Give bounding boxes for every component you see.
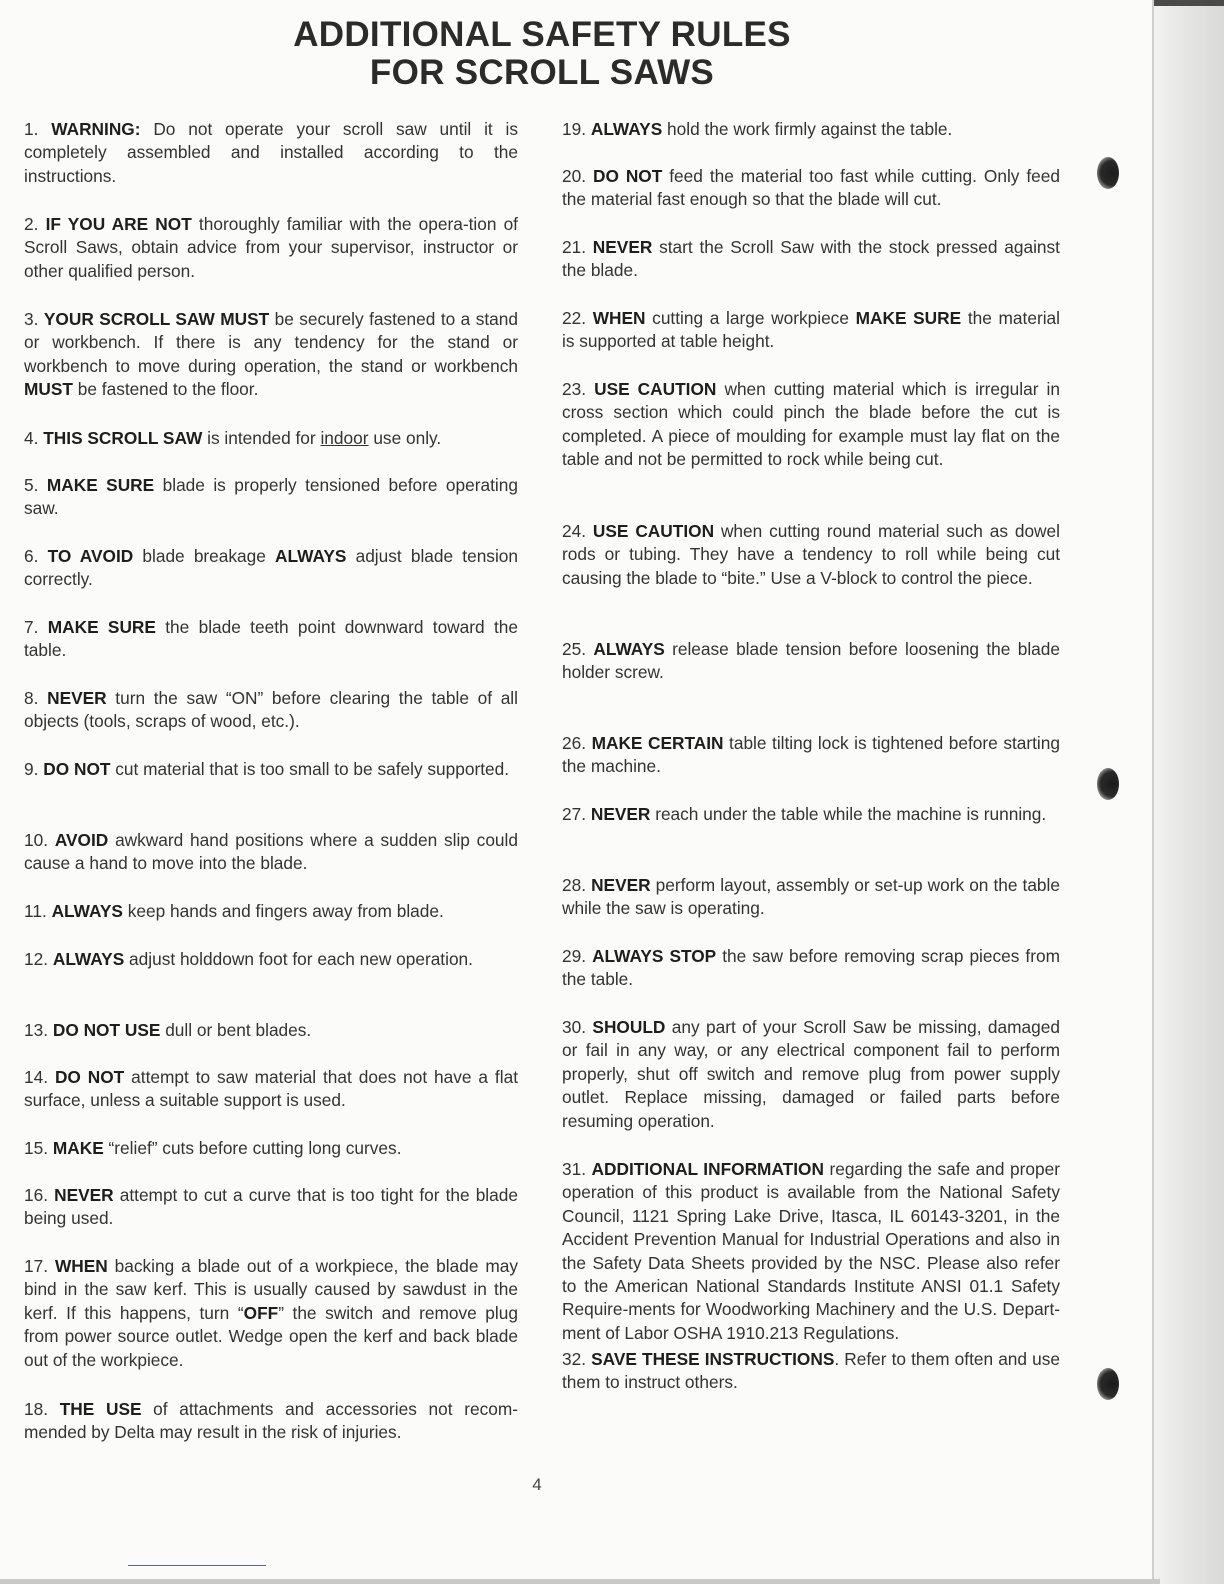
rule-text: thoroughly familiar with the opera-tion of Scroll Saws, obtain advice from your supervisor, instructor or other qualified person.	[24, 214, 518, 281]
rule-keyword: TO AVOID	[47, 546, 134, 566]
rule-text: be securely fastened to a stand or workbench. If there is any tendency for the stand or workbench to move during operation, the stand or workbench	[24, 309, 518, 376]
safety-rule	[562, 638, 1060, 685]
page-bottom-edge	[0, 1579, 1160, 1584]
rule-keyword: ALWAYS	[275, 546, 347, 566]
rule-text: of attachments and accessories not recom-mended by Delta may result in the risk of injuries.	[24, 1399, 518, 1443]
rule-number: 16.	[24, 1185, 49, 1205]
safety-rule	[562, 874, 1060, 921]
rule-text: start the Scroll Saw with the stock pressed against the blade.	[562, 237, 1060, 281]
safety-rule	[562, 236, 1060, 283]
rule-number: 11.	[24, 901, 47, 921]
rule-text: turn the saw “ON” before clearing the table of all objects (tools, scraps of wood, etc.).	[24, 688, 518, 732]
rule-keyword: SAVE THESE INSTRUCTIONS	[591, 1349, 835, 1369]
rule-text: dull or bent blades.	[160, 1020, 312, 1040]
binder-hole-bottom	[1097, 1368, 1119, 1400]
rule-number: 23.	[562, 379, 587, 399]
rule-keyword: ALWAYS STOP	[592, 946, 717, 966]
rule-emphasis: indoor	[320, 428, 369, 448]
safety-rule	[562, 165, 1060, 212]
rule-keyword: MAKE SURE	[46, 475, 155, 495]
rule-text: “relief” cuts before cutting long curves.	[103, 1138, 402, 1158]
rule-number: 3.	[24, 309, 39, 329]
rule-keyword: DO NOT	[592, 166, 663, 186]
rule-number: 4.	[24, 428, 39, 448]
safety-rule	[24, 948, 518, 971]
rule-number: 1.	[24, 119, 39, 139]
safety-rule	[24, 829, 518, 876]
rule-keyword: ALWAYS	[590, 119, 663, 139]
safety-rule	[562, 378, 1060, 472]
rule-number: 5.	[24, 475, 39, 495]
safety-rule	[24, 1184, 518, 1231]
safety-rule	[562, 1158, 1060, 1345]
rule-number: 10.	[24, 830, 49, 850]
rule-text: when cutting round material such as dowel rods or tubing. They have a tendency to roll while being cut causing the blade to “bite.” Use a V-block to control the piece.	[562, 521, 1060, 588]
rule-keyword: WHEN	[54, 1256, 108, 1276]
rule-number: 31.	[562, 1159, 587, 1179]
safety-rule	[24, 758, 518, 781]
safety-rule	[24, 1019, 518, 1042]
rule-text: adjust holddown foot for each new operation.	[124, 949, 473, 969]
rule-number: 8.	[24, 688, 39, 708]
rule-number: 32.	[562, 1349, 587, 1369]
rule-keyword: DO NOT	[54, 1067, 125, 1087]
title-line-1: ADDITIONAL SAFETY RULES	[293, 15, 791, 54]
rule-number: 30.	[562, 1017, 587, 1037]
rule-number: 9.	[24, 759, 39, 779]
rule-text: perform layout, assembly or set-up work on the table while the saw is operating.	[562, 875, 1060, 919]
rule-number: 13.	[24, 1020, 49, 1040]
safety-rule	[562, 732, 1060, 779]
rule-keyword: ALWAYS	[593, 639, 665, 659]
safety-rule	[24, 474, 518, 521]
rule-number: 14.	[24, 1067, 49, 1087]
rule-number: 25.	[562, 639, 587, 659]
rule-number: 29.	[562, 946, 587, 966]
rule-keyword: MAKE SURE	[47, 617, 156, 637]
rule-text: the saw before removing scrap pieces from the table.	[562, 946, 1060, 990]
rule-text: be fastened to the floor.	[72, 379, 259, 400]
safety-rule	[24, 1398, 518, 1445]
rule-number: 7.	[24, 617, 39, 637]
rule-text: cut material that is too small to be safely supported.	[110, 759, 510, 779]
rule-number: 19.	[562, 119, 587, 139]
title-line-2: FOR SCROLL SAWS	[369, 53, 715, 92]
rule-keyword: NEVER	[591, 875, 651, 895]
rule-keyword: USE CAUTION	[594, 379, 717, 399]
rule-keyword: WARNING:	[51, 119, 141, 139]
safety-rule	[24, 118, 518, 188]
rule-keyword: YOUR SCROLL SAW MUST	[43, 309, 270, 329]
rule-keyword: NEVER	[54, 1185, 114, 1205]
rule-text: when cutting material which is irregular in cross section which could pinch the blade before the cut is completed. A piece of moulding for example must lay flat on the table and not be permitted to rock while being cut.	[562, 379, 1060, 470]
safety-rule	[24, 616, 518, 663]
safety-rule	[24, 1137, 518, 1160]
rule-text: feed the material too fast while cutting. Only feed the material fast enough so that the blade will cut.	[562, 166, 1060, 210]
rule-number: 28.	[562, 875, 587, 895]
rule-keyword: THIS SCROLL SAW	[43, 428, 203, 448]
rule-text: hold the work firmly against the table.	[662, 119, 953, 139]
safety-rule	[24, 308, 518, 402]
safety-rule	[562, 520, 1060, 590]
rule-keyword: MAKE SURE	[855, 308, 962, 328]
rule-number: 17.	[24, 1256, 49, 1276]
rule-number: 2.	[24, 214, 39, 234]
safety-rule	[562, 307, 1060, 354]
rule-text: reach under the table while the machine is running.	[650, 804, 1047, 824]
safety-rule	[562, 803, 1060, 826]
safety-rule	[562, 945, 1060, 992]
safety-rule	[24, 687, 518, 734]
rule-keyword: MAKE	[52, 1138, 104, 1158]
rule-text: backing a blade out of a workpiece, the blade may bind in the saw kerf. This is usually caused by sawdust in the kerf. If this happens, turn “	[24, 1256, 518, 1323]
page-title	[0, 16, 1084, 92]
rule-text: attempt to saw material that does not have a flat surface, unless a suitable support is used.	[24, 1067, 518, 1111]
rule-keyword: SHOULD	[592, 1017, 666, 1037]
binder-hole-top	[1097, 157, 1119, 189]
safety-rule	[24, 213, 518, 283]
rule-keyword: NEVER	[590, 804, 651, 824]
rule-keyword: USE CAUTION	[592, 521, 715, 541]
rule-number: 12.	[24, 949, 49, 969]
rule-text: the material is supported at table height.	[562, 308, 1060, 352]
binder-hole-middle	[1097, 768, 1119, 800]
rule-text: table tilting lock is tightened before starting the machine.	[562, 733, 1060, 777]
rule-text: blade breakage	[133, 546, 276, 566]
rule-keyword: MUST	[24, 379, 73, 400]
rule-text: Do not operate your scroll saw until it is completely assembled and installed according to the instructions.	[24, 119, 518, 186]
rule-text: the blade teeth point downward toward the table.	[24, 617, 518, 661]
rule-text: any part of your Scroll Saw be missing, damaged or fail in any way, or any electrical component fail to perform properly, shut off switch and remove plug from power supply outlet. Replace missing, damaged or failed parts before resuming operation.	[562, 1017, 1060, 1131]
rule-keyword: WHEN	[592, 308, 646, 328]
rule-text: regarding the safe and proper operation of this product is available from the National Safety Council, 1121 Spring Lake Drive, Itasca, IL 60143-3201, in the Accident Prevention Manual for Industrial Operations and also in the Safety Data Sheets provided by the NSC. Please also refer to the American National Standards Institute ANSI 01.1 Safety Require-ments for Woodworking Machinery and the U.S. Depart-ment of Labor OSHA 1910.213 Regulations.	[562, 1159, 1060, 1343]
rule-keyword: ALWAYS	[51, 901, 123, 921]
rule-keyword: IF YOU ARE NOT	[45, 214, 192, 234]
rule-number: 24.	[562, 521, 587, 541]
rule-text: is intended for	[202, 428, 321, 448]
rule-text: cutting a large workpiece	[645, 308, 856, 328]
page-top-edge	[1154, 0, 1224, 6]
rule-text: attempt to cut a curve that is too tight for the blade being used.	[24, 1185, 518, 1229]
page-number: 4	[532, 1475, 542, 1494]
scan-artifact-line	[128, 1565, 266, 1566]
rule-text: keep hands and fingers away from blade.	[122, 901, 444, 921]
rule-number: 26.	[562, 733, 587, 753]
rule-keyword: ADDITIONAL INFORMATION	[591, 1159, 824, 1179]
rule-keyword: AVOID	[54, 830, 109, 850]
rule-number: 20.	[562, 166, 587, 186]
safety-rule	[562, 1016, 1060, 1133]
safety-rule	[562, 118, 1060, 141]
rule-keyword: NEVER	[47, 688, 107, 708]
rule-number: 18.	[24, 1399, 49, 1419]
rule-text: . Refer to them often and use them to instruct others.	[562, 1349, 1060, 1393]
safety-rule	[24, 1066, 518, 1113]
rule-keyword: DO NOT USE	[52, 1020, 161, 1040]
safety-rule	[24, 427, 518, 450]
safety-rule	[24, 545, 518, 592]
rule-text: release blade tension before loosening the blade holder screw.	[562, 639, 1060, 683]
rule-text: ” the switch and remove plug from power source outlet. Wedge open the kerf and back blade out of the workpiece.	[24, 1302, 518, 1370]
rule-text: adjust blade tension correctly.	[24, 546, 519, 590]
safety-rule	[562, 1348, 1060, 1395]
rule-number: 27.	[562, 804, 587, 824]
safety-rule	[24, 1255, 518, 1372]
rule-number: 21.	[562, 237, 587, 257]
rule-text: blade is properly tensioned before operating saw.	[24, 475, 518, 519]
rule-number: 22.	[562, 308, 587, 328]
rule-keyword: DO NOT	[43, 759, 111, 779]
rule-number: 15.	[24, 1138, 49, 1158]
rule-keyword: MAKE CERTAIN	[591, 733, 724, 753]
safety-rule	[24, 900, 518, 923]
rule-keyword: THE USE	[59, 1399, 142, 1419]
rule-keyword: ALWAYS	[52, 949, 125, 969]
rule-number: 6.	[24, 546, 39, 566]
rule-keyword: OFF	[243, 1302, 279, 1323]
rule-text: use only.	[368, 428, 442, 448]
rule-text: awkward hand positions where a sudden slip could cause a hand to move into the blade.	[24, 830, 518, 874]
page-binding-shadow	[1152, 0, 1224, 1584]
rule-keyword: NEVER	[592, 237, 653, 257]
